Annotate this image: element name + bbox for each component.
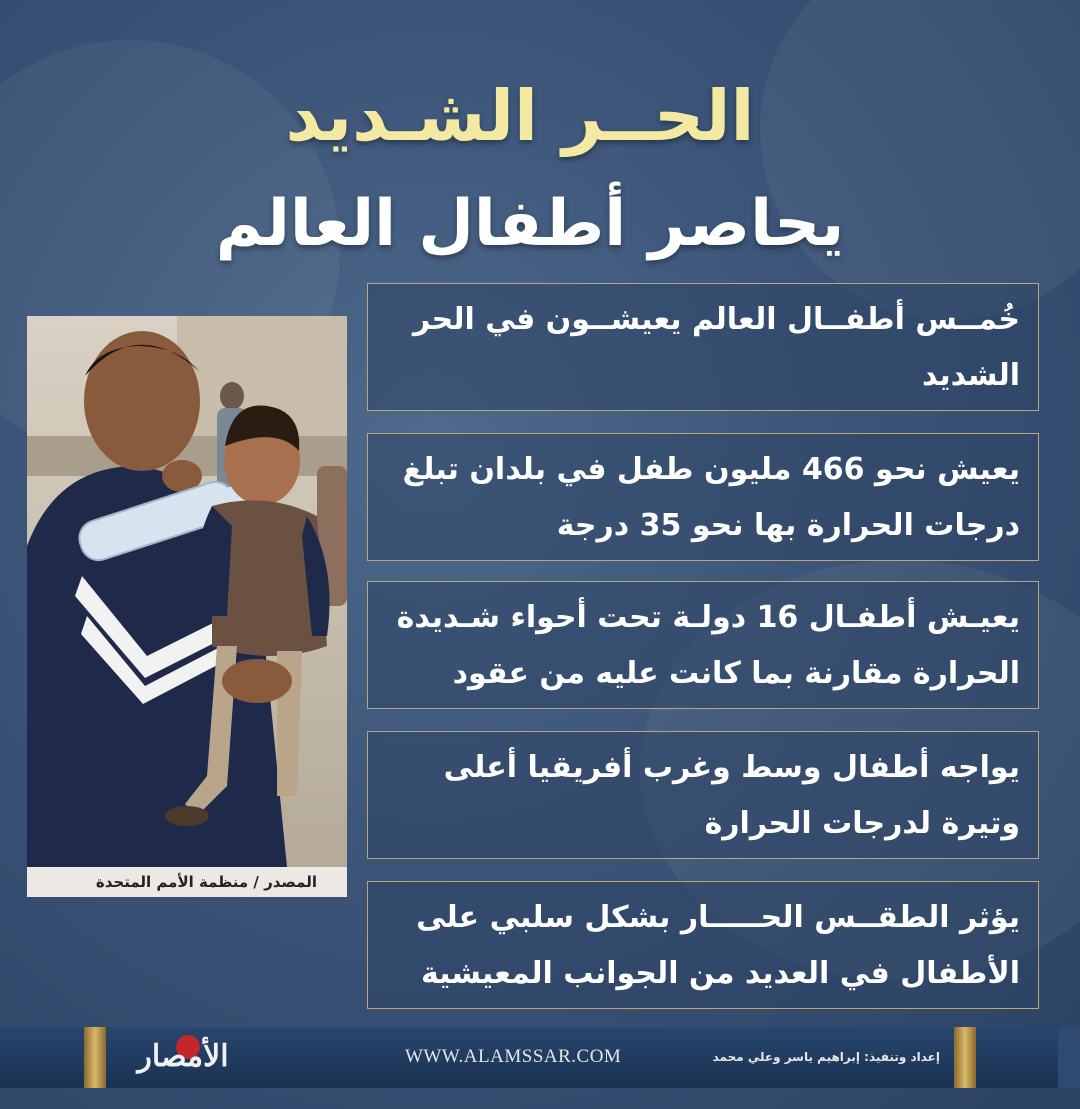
website-link[interactable]: WWW.ALAMSSAR.COM [405, 1046, 622, 1067]
footer-bar [0, 1027, 1080, 1088]
fact-text: خُمــس أطفــال العالم يعيشــون في الحر الشديد [412, 302, 1020, 393]
fact-box-3 [367, 581, 1039, 709]
photo-card [27, 316, 347, 897]
background-shape [760, 0, 1080, 320]
fact-text: يعيش نحو 466 مليون طفل في بلدان تبلغ درجات الحرارة بها نحو 35 درجة [402, 452, 1020, 543]
production-credits: إعداد وتنفيذ: إبراهيم ياسر وعلي محمد [712, 1050, 940, 1064]
footer-gold-accent [954, 1027, 976, 1088]
footer-gold-accent [84, 1027, 106, 1088]
brand-logo[interactable]: الأمصار [137, 1039, 229, 1074]
photo-source-caption: المصدر / منظمة الأمم المتحدة [27, 867, 347, 897]
fact-text: يواجه أطفال وسط وغرب أفريقيا أعلى وتيرة لدرجات الحرارة [443, 750, 1020, 841]
footer-edge [1058, 1027, 1080, 1088]
fact-text: يؤثر الطقــس الحـــــار بشكل سلبي على الأطفال في العديد من الجوانب المعيشية [416, 900, 1020, 991]
fact-text: يعيـش أطفـال 16 دولـة تحت أحواء شـديدة الحرارة مقارنة بما كانت عليه من عقود [396, 600, 1020, 691]
fact-box-2 [367, 433, 1039, 561]
headline-subtitle: يحاصر أطفال العالم [215, 187, 845, 261]
photo-man-giving-water-to-child [27, 316, 347, 867]
fact-box-4 [367, 731, 1039, 859]
fact-box-1 [367, 283, 1039, 411]
fact-box-5 [367, 881, 1039, 1009]
headline-title: الحــر الشـديد [285, 75, 755, 157]
